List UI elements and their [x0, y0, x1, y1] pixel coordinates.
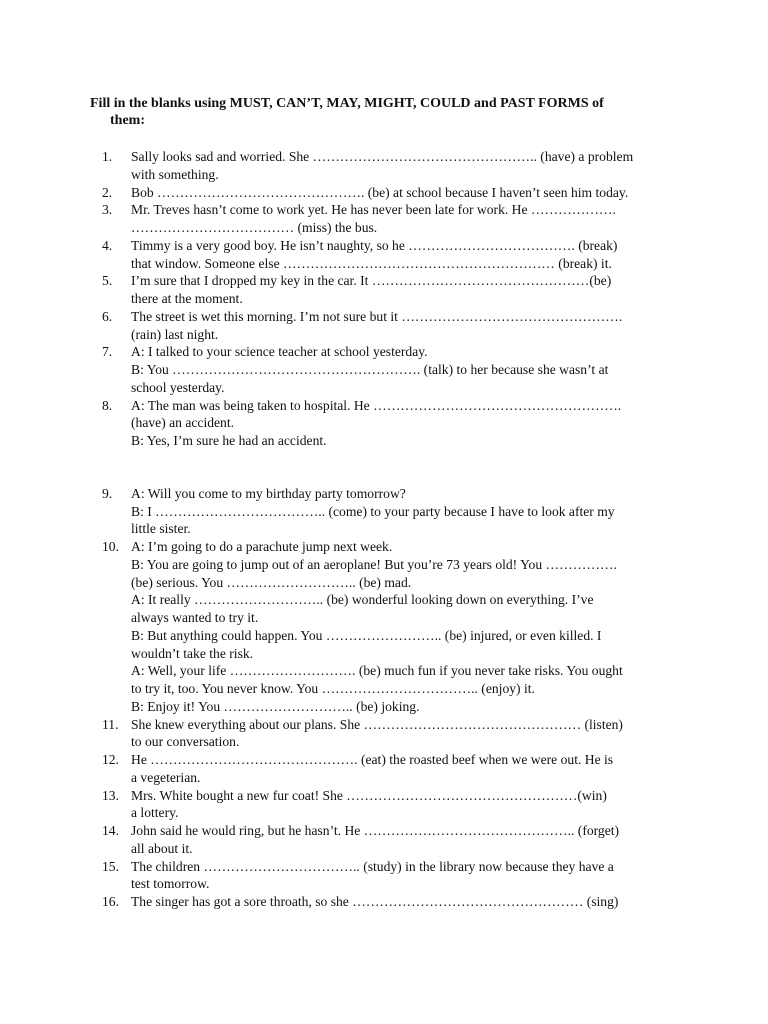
exercise-item [0, 751, 768, 787]
exercise-line: test tomorrow. [131, 876, 210, 892]
title-line-2: them: [110, 113, 145, 128]
exercise-line: a vegeterian. [131, 769, 201, 785]
exercise-line: B: Yes, I’m sure he had an accident. [131, 433, 327, 448]
exercise-line: The children …………………………….. (study) in the library now because they have a [131, 858, 614, 874]
exercise-item [0, 148, 768, 184]
exercise-text [131, 237, 677, 273]
exercise-line: little sister. [131, 521, 191, 537]
exercise-line: there at the moment. [131, 291, 243, 306]
exercise-text [131, 858, 677, 894]
exercise-line: B: But anything could happen. You …………………….. (be) injured, or even killed. I [131, 627, 602, 643]
exercise-item [0, 201, 768, 237]
exercise-item [0, 308, 768, 344]
exercise-number: 2. [102, 184, 113, 200]
exercise-item [0, 397, 768, 450]
exercise-item [0, 716, 768, 752]
exercise-line: ……………………………… (miss) the bus. [131, 220, 378, 235]
exercise-line: (have) an accident. [131, 415, 235, 431]
exercise-number: 7. [102, 344, 113, 360]
exercise-line: John said he would ring, but he hasn’t. He ……………………………………….. (forget) [131, 823, 620, 838]
exercise-line: Timmy is a very good boy. He isn’t naughty, so he ………………………………. (break) [131, 237, 618, 253]
exercise-text [131, 148, 677, 184]
exercise-number: 4. [102, 237, 113, 253]
exercise-line: school yesterday. [131, 379, 225, 395]
exercise-line: to our conversation. [131, 734, 240, 750]
exercise-line: to try it, too. You never know. You …………………………….. (enjoy) it. [131, 681, 535, 696]
exercise-number: 6. [102, 308, 113, 324]
exercise-text [131, 184, 677, 202]
exercise-line: A: I’m going to do a parachute jump next week. [131, 539, 393, 554]
exercise-item [0, 184, 768, 202]
worksheet-title [90, 95, 690, 129]
exercise-line: Bob ………………………………………. (be) at school because I haven’t seen him today. [131, 184, 629, 200]
exercise-text [131, 272, 677, 308]
exercise-number: 10. [102, 539, 119, 554]
exercise-line: The street is wet this morning. I’m not sure but it …………………………………………. [131, 308, 623, 324]
exercise-line: She knew everything about our plans. She ………………………………………… (listen) [131, 716, 623, 732]
exercise-list [0, 148, 768, 911]
exercise-item [0, 272, 768, 308]
exercise-line: that window. Someone else …………………………………………………… (break) it. [131, 255, 612, 271]
exercise-text [131, 397, 677, 450]
exercise-number: 11. [102, 716, 119, 732]
exercise-line: B: Enjoy it! You ……………………….. (be) joking. [131, 698, 420, 714]
exercise-line: A: Will you come to my birthday party tomorrow? [131, 485, 406, 501]
exercise-item [0, 237, 768, 273]
exercise-text [131, 822, 677, 858]
exercise-line: Sally looks sad and worried. She ………………………………………….. (have) a problem [131, 149, 634, 164]
exercise-number: 15. [102, 858, 119, 874]
exercise-number: 3. [102, 202, 113, 218]
exercise-number: 8. [102, 397, 113, 413]
exercise-number: 16. [102, 894, 119, 909]
exercise-line: The singer has got a sore throath, so she …………………………………………… (sing) [131, 894, 619, 909]
exercise-item [0, 538, 768, 716]
exercise-line: A: The man was being taken to hospital. He ………………………………………………. [131, 397, 622, 413]
exercise-line: always wanted to try it. [131, 610, 259, 625]
exercise-line: all about it. [131, 840, 193, 856]
exercise-item [0, 822, 768, 858]
exercise-line: B: You ………………………………………………. (talk) to her because she wasn’t at [131, 362, 609, 377]
exercise-item [0, 343, 768, 396]
exercise-text [131, 716, 677, 752]
exercise-line: He ………………………………………. (eat) the roasted beef when we were out. He is [131, 752, 614, 767]
exercise-line: B: I ……………………………….. (come) to your party because I have to look after my [131, 503, 615, 519]
exercise-text [131, 201, 677, 237]
exercise-text [131, 308, 677, 344]
exercise-number: 1. [102, 149, 113, 164]
title-line-1: Fill in the blanks using MUST, CAN’T, MAY, MIGHT, COULD and PAST FORMS of [90, 96, 604, 111]
exercise-line: Mr. Treves hasn’t come to work yet. He has never been late for work. He ………………. [131, 202, 616, 218]
exercise-text [131, 538, 677, 716]
exercise-line: (rain) last night. [131, 326, 219, 342]
exercise-line: with something. [131, 166, 219, 182]
exercise-item [0, 485, 768, 538]
exercise-text [131, 787, 677, 823]
exercise-text [131, 343, 677, 396]
exercise-item [0, 893, 768, 911]
exercise-number: 5. [102, 273, 113, 289]
exercise-line: B: You are going to jump out of an aeroplane! But you’re 73 years old! You ……………. [131, 556, 617, 572]
exercise-line: A: It really ……………………….. (be) wonderful looking down on everything. I’ve [131, 592, 594, 608]
exercise-line: I’m sure that I dropped my key in the car. It …………………………………………(be) [131, 273, 612, 289]
exercise-item [0, 787, 768, 823]
exercise-number: 9. [102, 485, 113, 501]
exercise-number: 12. [102, 752, 119, 767]
exercise-line: A: Well, your life ………………………. (be) much fun if you never take risks. You ought [131, 663, 623, 679]
exercise-line: Mrs. White bought a new fur coat! She ……………………………………………(win) [131, 787, 607, 803]
exercise-number: 14. [102, 823, 119, 838]
exercise-text [131, 485, 677, 538]
exercise-number: 13. [102, 787, 119, 803]
exercise-text [131, 751, 677, 787]
exercise-line: a lottery. [131, 805, 179, 821]
exercise-line: (be) serious. You ……………………….. (be) mad. [131, 574, 412, 590]
exercise-line: wouldn’t take the risk. [131, 645, 254, 661]
exercise-text [131, 893, 677, 911]
exercise-item [0, 858, 768, 894]
section-gap [0, 450, 768, 485]
exercise-line: A: I talked to your science teacher at school yesterday. [131, 344, 428, 360]
